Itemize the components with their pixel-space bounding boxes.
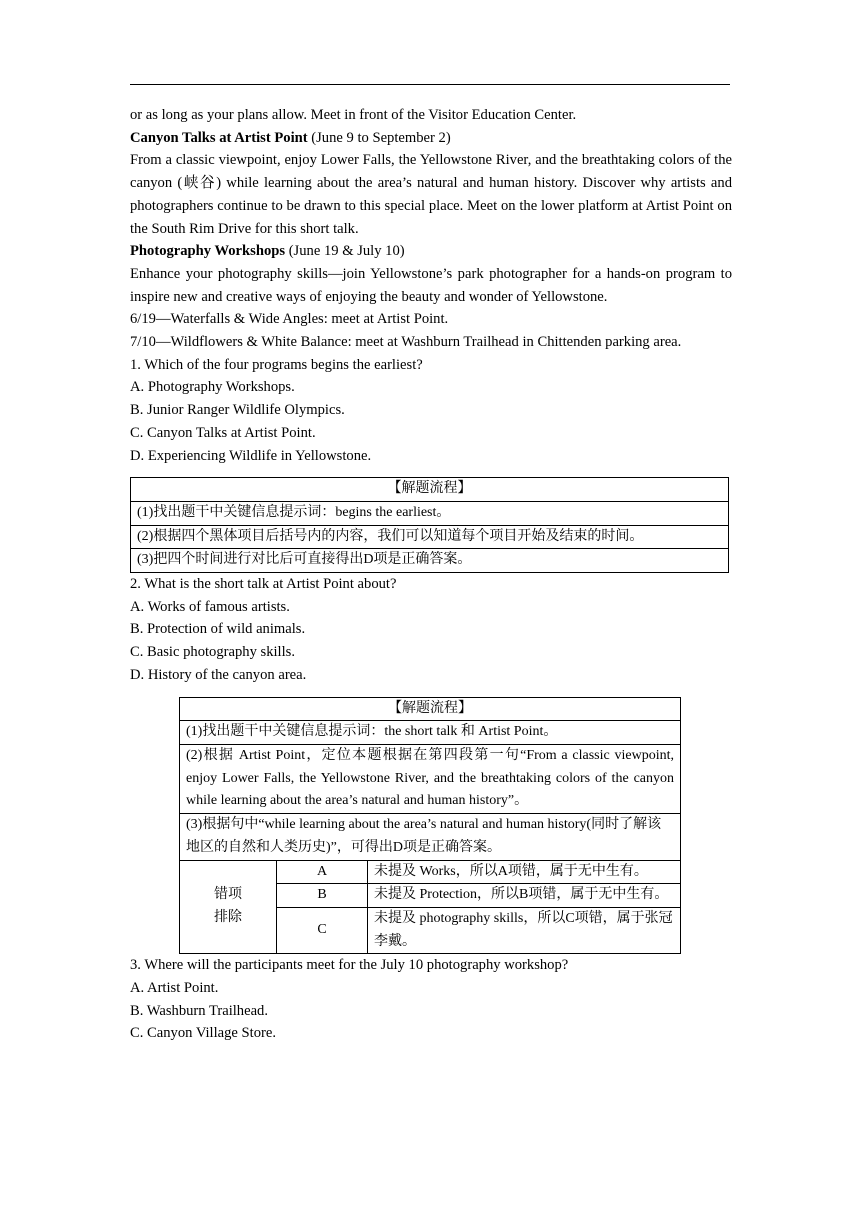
q3-option-b: B. Washburn Trailhead.: [130, 1002, 269, 1019]
photo-heading: [130, 240, 732, 263]
q1-option-c: C. Canyon Talks at Artist Point.: [130, 424, 316, 441]
q2-table-header: 【解题流程】: [180, 697, 681, 721]
exclusion-letter-c: C: [277, 907, 368, 953]
passage-continuation: or as long as your plans allow. Meet in front of the Visitor Education Center.: [130, 107, 577, 123]
q2-step-1: (1)找出题干中关键信息提示词：the short talk 和 Artist Point。: [180, 721, 681, 745]
page-content: [130, 104, 732, 1045]
q2-solution-table: [179, 697, 681, 955]
q2-step-2: (2)根据 Artist Point，定位本题根据在第四段第一句“From a classic viewpoint, enjoy Lower Falls, the Yellowstone River, and the breathtaking colors of the canyon while learning about the area’s natural and human history”。: [180, 744, 681, 813]
exclusion-reason-b: 未提及 Protection，所以B项错，属于无中生有。: [368, 884, 681, 908]
q3-option-a: A. Artist Point.: [130, 980, 219, 997]
q3-option-c: C. Canyon Village Store.: [130, 1025, 276, 1042]
canyon-heading: [130, 127, 732, 150]
exclusion-letter-b: B: [277, 884, 368, 908]
question-1: 1. Which of the four programs begins the earliest?: [130, 356, 423, 373]
q1-step-1: (1)找出题干中关键信息提示词：begins the earliest。: [131, 501, 729, 525]
exclusion-label-line-1: 错项: [214, 887, 242, 903]
exclusion-reason-c: 未提及 photography skills，所以C项错，属于张冠李戴。: [368, 907, 681, 953]
q2-option-b: B. Protection of wild animals.: [130, 621, 306, 638]
photo-paragraph: Enhance your photography skills—join Yellowstone’s park photographer for a hands-on program to inspire new and creative ways of enjoying the beauty and wonder of Yellowstone.: [130, 265, 732, 305]
canyon-title: Canyon Talks at Artist Point: [130, 129, 308, 146]
photo-session-1: 6/19—Waterfalls & Wide Angles: meet at Artist Point.: [130, 311, 449, 328]
canyon-dates: (June 9 to September 2): [307, 129, 451, 146]
exclusion-label: [180, 860, 277, 954]
q1-option-b: B. Junior Ranger Wildlife Olympics.: [130, 402, 345, 419]
q1-step-3: (3)把四个时间进行对比后可直接得出D项是正确答案。: [131, 549, 729, 573]
question-2: 2. What is the short talk at Artist Point about?: [130, 576, 397, 593]
photo-session-2: 7/10—Wildflowers & White Balance: meet at Washburn Trailhead in Chittenden parking area.: [130, 334, 682, 351]
exclusion-reason-a: 未提及 Works，所以A项错，属于无中生有。: [368, 860, 681, 884]
question-3: 3. Where will the participants meet for the July 10 photography workshop?: [130, 957, 569, 974]
q1-option-a: A. Photography Workshops.: [130, 379, 295, 396]
photo-dates: (June 19 & July 10): [285, 243, 405, 260]
q2-step-3: (3)根据句中“while learning about the area’s natural and human history(同时了解该地区的自然和人类历史)”，可得出D项是正确答案。: [180, 814, 681, 860]
exclusion-label-line-2: 排除: [214, 909, 242, 925]
q1-solution-table: [130, 477, 729, 573]
q2-option-c: C. Basic photography skills.: [130, 644, 295, 661]
exclusion-letter-a: A: [277, 860, 368, 884]
q1-step-2: (2)根据四个黑体项目后括号内的内容，我们可以知道每个项目开始及结束的时间。: [131, 525, 729, 549]
q2-option-a: A. Works of famous artists.: [130, 598, 290, 615]
photo-title: Photography Workshops: [130, 243, 286, 260]
q1-option-d: D. Experiencing Wildlife in Yellowstone.: [130, 447, 372, 464]
canyon-paragraph: From a classic viewpoint, enjoy Lower Falls, the Yellowstone River, and the breathtaking colors of the canyon (峡谷) while learning about the area’s natural and human history. Discover why artists and photographers continue to be drawn to this special place. Meet on the lower platform at Artist Point on the South Rim Drive for this short talk.: [130, 152, 732, 237]
header-rule: [130, 84, 730, 85]
q1-table-header: 【解题流程】: [131, 478, 729, 502]
q2-option-d: D. History of the canyon area.: [130, 666, 307, 683]
